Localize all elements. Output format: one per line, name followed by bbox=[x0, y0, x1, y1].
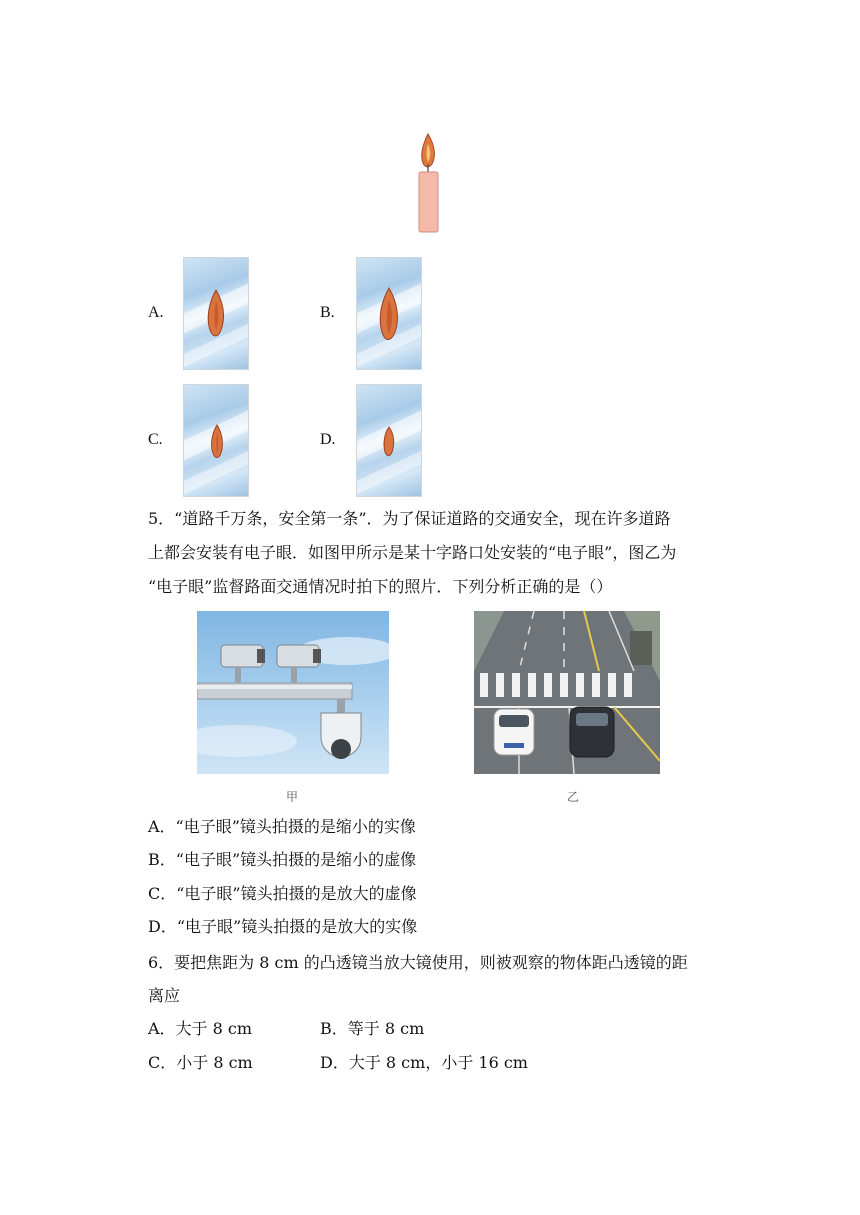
q5-stem-line-1: 5．“道路千万条，安全第一条”．为了保证道路的交通安全，现在许多道路 bbox=[148, 509, 671, 528]
caption-yi: 乙 bbox=[567, 790, 580, 804]
q5-option-a: A．“电子眼”镜头拍摄的是缩小的实像 bbox=[148, 817, 416, 836]
option-a-mirror-image bbox=[183, 257, 249, 370]
option-c-mirror-image bbox=[183, 384, 249, 497]
q6-stem-line-1: 6．要把焦距为 8 cm 的凸透镜当放大镜使用，则被观察的物体距凸透镜的距 bbox=[148, 953, 688, 972]
q6-stem-line-2: 离应 bbox=[148, 986, 181, 1005]
q5-option-c: C．“电子眼”镜头拍摄的是放大的虚像 bbox=[148, 884, 417, 903]
option-b-label: B. bbox=[320, 304, 335, 321]
q5-option-d: D．“电子眼”镜头拍摄的是放大的实像 bbox=[148, 917, 418, 936]
car-icon bbox=[570, 707, 614, 757]
flame-image-icon bbox=[375, 286, 403, 344]
option-d-label: D. bbox=[320, 431, 336, 448]
q5-stem-line-2: 上都会安装有电子眼．如图甲所示是某十字路口处安装的“电子眼”，图乙为 bbox=[148, 543, 677, 562]
q6-option-c: C．小于 8 cm bbox=[148, 1053, 253, 1072]
flame-image-icon bbox=[208, 423, 226, 461]
q6-option-b: B．等于 8 cm bbox=[320, 1019, 425, 1038]
flame-image-icon bbox=[381, 425, 397, 459]
q5-stem-line-3: “电子眼”监督路面交通情况时拍下的照片．下列分析正确的是（） bbox=[148, 577, 613, 596]
q6-option-a: A．大于 8 cm bbox=[148, 1019, 253, 1038]
option-b-mirror-image bbox=[356, 257, 422, 370]
option-c-label: C. bbox=[148, 431, 163, 448]
caption-jia: 甲 bbox=[286, 790, 299, 804]
option-d-mirror-image bbox=[356, 384, 422, 497]
photo-road-traffic bbox=[474, 611, 660, 774]
photo-camera-pole bbox=[197, 611, 389, 774]
car-icon bbox=[494, 709, 534, 755]
q6-option-d: D．大于 8 cm，小于 16 cm bbox=[320, 1053, 528, 1072]
q5-option-b: B．“电子眼”镜头拍摄的是缩小的虚像 bbox=[148, 850, 417, 869]
candle-illustration bbox=[410, 130, 446, 240]
option-a-label: A. bbox=[148, 304, 164, 321]
candle-body bbox=[419, 172, 438, 232]
flame-image-icon bbox=[204, 288, 228, 340]
